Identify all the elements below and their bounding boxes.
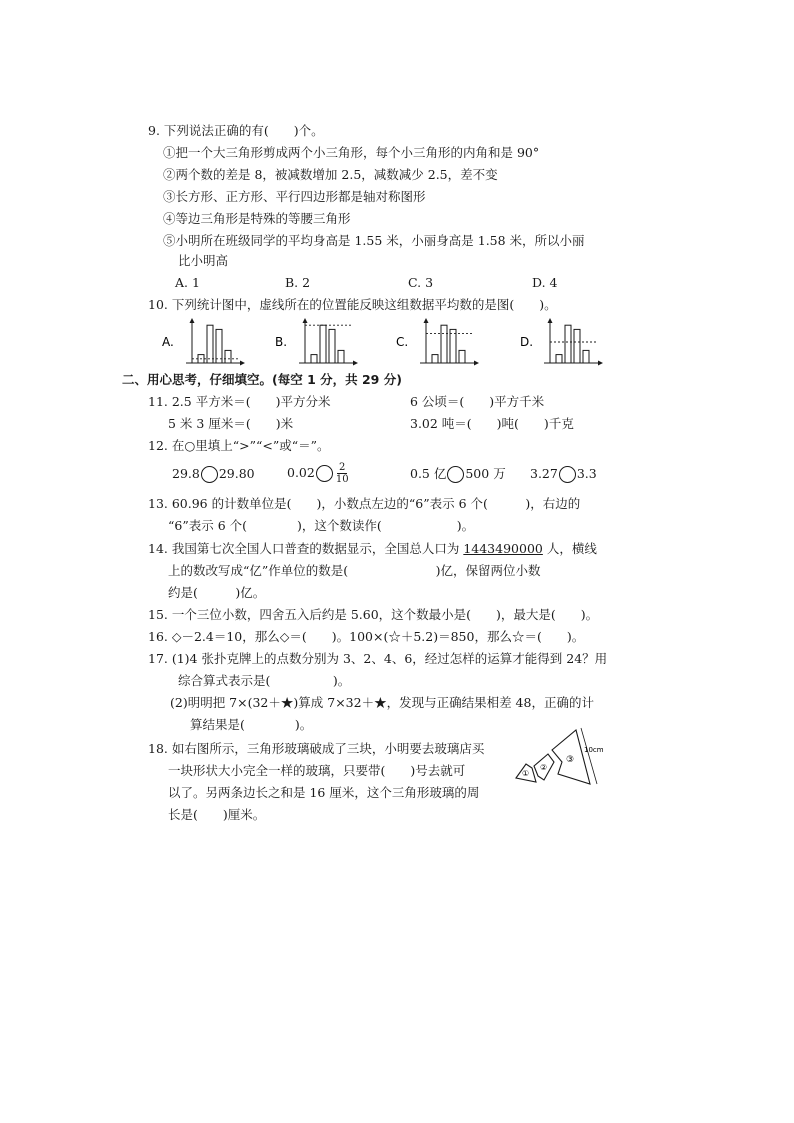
- q12-p4-right: 3.3: [576, 466, 597, 481]
- chart-label-B: B.: [275, 335, 288, 349]
- broken-triangle-svg: [510, 724, 605, 792]
- chart-bar: [225, 350, 231, 363]
- q12-p1-left: 29.8: [172, 466, 200, 481]
- chart-label-A: A.: [162, 335, 174, 349]
- q18-line-2: 一块形状大小完全一样的玻璃，只要带( )号去就可: [168, 763, 466, 778]
- chart-bar: [320, 325, 326, 363]
- q9-item-1: ①把一个大三角形剪成两个小三角形，每个小三角形的内角和是 90°: [163, 145, 540, 160]
- q13-line-2: “6”表示 6 个( )，这个数读作( )。: [168, 518, 475, 533]
- q9-item-2: ②两个数的差是 8，被减数增加 2.5，减数减少 2.5，差不变: [163, 167, 498, 182]
- piece-label-3: ③: [566, 755, 575, 765]
- chart-y-arrow: [190, 318, 195, 323]
- chart-bar: [311, 355, 317, 363]
- chart-y-arrow: [424, 318, 429, 323]
- chart-y-arrow: [548, 318, 553, 323]
- q11-a: 11. 2.5 平方米＝( )平方分米: [148, 394, 331, 409]
- q11-d: 3.02 吨＝( )吨( )千克: [410, 416, 574, 431]
- chart-x-arrow: [353, 361, 358, 366]
- compare-circle[interactable]: [559, 466, 576, 483]
- q12-p2-left: 0.02: [287, 465, 315, 480]
- q12-fraction: $\frac{2}{10}$: [335, 462, 349, 485]
- q12-pair-2: [287, 460, 351, 486]
- q18-line-1: 18. 如右图所示，三角形玻璃破成了三块，小明要去玻璃店买: [148, 741, 485, 756]
- q14-line-3: 约是( )亿。: [168, 585, 266, 600]
- chart-bar: [574, 329, 580, 363]
- chart-y-arrow: [303, 318, 308, 323]
- chart-bar: [338, 350, 344, 363]
- chart-bar: [556, 355, 562, 363]
- q9-option-c: C. 3: [408, 275, 434, 290]
- q12-p1-right: 29.80: [218, 466, 255, 481]
- q11-b: 6 公顷＝( )平方千米: [410, 394, 545, 409]
- piece-label-1: ①: [522, 769, 530, 778]
- compare-circle[interactable]: [316, 465, 333, 482]
- q14-line-1: 14. 我国第七次全国人口普查的数据显示，全国总人口为 1443490000 人，横线: [148, 541, 597, 556]
- q13-line-1: 13. 60.96 的计数单位是( )，小数点左边的“6”表示 6 个( )，右边的: [148, 496, 581, 511]
- q9-option-b: B. 2: [285, 275, 311, 290]
- piece-label-2: ②: [540, 763, 548, 772]
- compare-circle[interactable]: [201, 466, 218, 483]
- q11-c: 5 米 3 厘米＝( )米: [168, 416, 294, 431]
- q12-pair-1: [172, 463, 255, 485]
- q17-line-3: (2)明明把 7×(32＋★)算成 7×32＋★，发现与正确结果相差 48，正确的计: [170, 695, 594, 710]
- chart-x-arrow: [240, 361, 245, 366]
- chart-bar: [441, 325, 447, 363]
- chart-bar: [583, 350, 589, 363]
- q17-line-1: 17. (1)4 张扑克牌上的点数分别为 3、2、4、6，经过怎样的运算才能得到 24？用: [148, 651, 608, 666]
- q18-line-4: 长是( )厘米。: [168, 807, 266, 822]
- q9-item-4: ④等边三角形是特殊的等腰三角形: [163, 211, 351, 226]
- chart-x-arrow: [474, 361, 479, 366]
- q12-p3-right: 500 万: [465, 466, 506, 481]
- chart-bar: [450, 329, 456, 363]
- chart-bar: [216, 329, 222, 363]
- chart-label-D: D.: [520, 335, 534, 349]
- q10-stem: 10. 下列统计图中，虚线所在的位置能反映这组数据平均数的是图( )。: [148, 297, 557, 312]
- section2-title: 二、用心思考，仔细填空。(每空 1 分，共 29 分): [122, 372, 402, 387]
- q9-item-3: ③长方形、正方形、平行四边形都是轴对称图形: [163, 189, 426, 204]
- q14-line-2: 上的数改写成“亿”作单位的数是( )亿，保留两位小数: [168, 563, 541, 578]
- q12-pair-4: [530, 463, 597, 485]
- q12-p3-left: 0.5 亿: [410, 466, 447, 481]
- q12-pair-3: [410, 463, 506, 485]
- q10-charts-svg: [160, 315, 620, 370]
- population-number: 1443490000: [463, 541, 543, 556]
- compare-circle[interactable]: [447, 466, 464, 483]
- q12-stem: 12. 在○里填上“>”“<”或“＝”。: [148, 438, 330, 453]
- q9-item-5-cont: 比小明高: [178, 253, 229, 268]
- chart-bar: [565, 325, 571, 363]
- q9-stem: 9. 下列说法正确的有( )个。: [148, 123, 324, 138]
- q17-line-2: 综合算式表示是( )。: [178, 673, 351, 688]
- q15-text: 15. 一个三位小数，四舍五入后约是 5.60，这个数最小是( )，最大是( )。: [148, 607, 599, 622]
- chart-bar: [329, 329, 335, 363]
- chart-bar: [207, 325, 213, 363]
- chart-x-arrow: [598, 361, 603, 366]
- q16-text: 16. ◇－2.4＝10，那么◇＝( )。100×(☆＋5.2)＝850，那么☆＝( )。: [148, 629, 585, 644]
- q9-option-a: A. 1: [175, 275, 200, 290]
- q9-option-d: D. 4: [532, 275, 558, 290]
- q9-item-5: ⑤小明所在班级同学的平均身高是 1.55 米，小丽身高是 1.58 米，所以小丽: [163, 233, 585, 248]
- chart-label-C: C.: [396, 335, 409, 349]
- chart-bar: [432, 355, 438, 363]
- q18-triangle-figure: [510, 724, 605, 792]
- chart-bar: [459, 350, 465, 363]
- q10-charts: [160, 315, 620, 370]
- q18-line-3: 以了。另两条边长之和是 16 厘米，这个三角形玻璃的周: [168, 785, 480, 800]
- dimension-label: 10cm: [584, 746, 604, 754]
- q12-p4-left: 3.27: [530, 466, 558, 481]
- q17-line-4: 算结果是( )。: [190, 717, 313, 732]
